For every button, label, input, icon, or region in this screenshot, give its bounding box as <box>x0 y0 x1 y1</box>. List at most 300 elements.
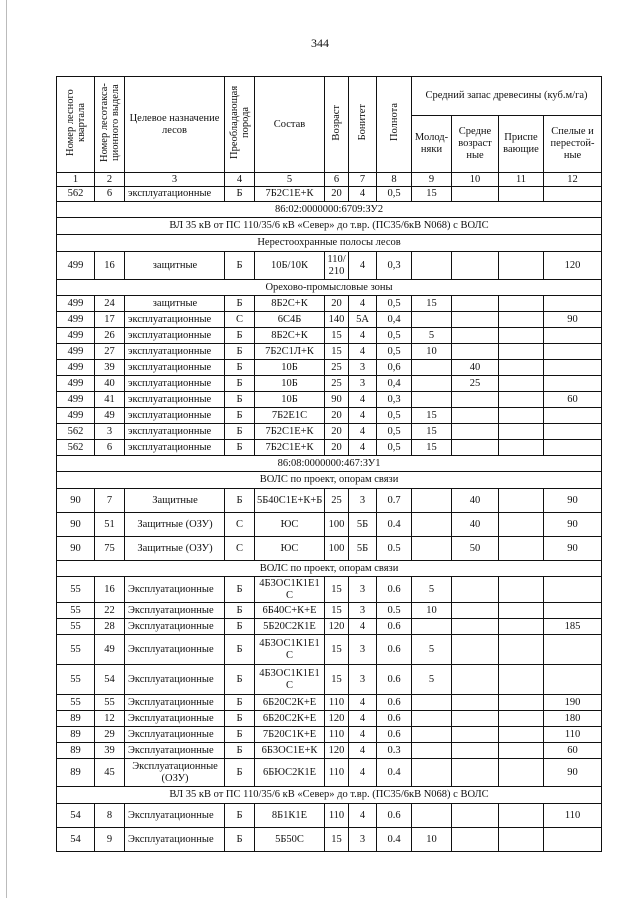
middle-stock-cell <box>452 252 499 280</box>
density-cell: 0.4 <box>377 759 412 787</box>
density-cell: 0,5 <box>377 408 412 424</box>
section-title: Нерестоохранные полосы лесов <box>57 235 602 252</box>
header-density: Полнота <box>377 77 412 173</box>
mature-stock-cell: 185 <box>544 619 602 635</box>
ripening-stock-cell <box>499 440 544 456</box>
bonitet-cell: 5Б <box>349 537 377 561</box>
table-row <box>57 328 602 344</box>
density-cell: 0,5 <box>377 296 412 312</box>
bonitet-cell: 4 <box>349 344 377 360</box>
subunit-cell: 6 <box>95 440 125 456</box>
table-row <box>57 424 602 440</box>
middle-stock-cell <box>452 695 499 711</box>
density-cell: 0.4 <box>377 513 412 537</box>
quarter-cell: 55 <box>57 695 95 711</box>
young-stock-cell: 5 <box>412 665 452 695</box>
young-stock-cell <box>412 695 452 711</box>
quarter-cell: 90 <box>57 513 95 537</box>
age-cell: 120 <box>325 743 349 759</box>
ripening-stock-cell <box>499 344 544 360</box>
quarter-cell: 55 <box>57 619 95 635</box>
header-ripening: Приспе вающие <box>499 116 544 173</box>
bonitet-cell: 4 <box>349 424 377 440</box>
bonitet-cell: 3 <box>349 603 377 619</box>
young-stock-cell <box>412 392 452 408</box>
header-quarter: Номер лесного квартала <box>57 77 95 173</box>
ripening-stock-cell <box>499 743 544 759</box>
table-row <box>57 489 602 513</box>
species-cell: Б <box>225 727 255 743</box>
age-cell: 110 <box>325 759 349 787</box>
composition-cell: 6С4Б <box>255 312 325 328</box>
quarter-cell: 90 <box>57 489 95 513</box>
section-row <box>57 235 602 252</box>
bonitet-cell: 3 <box>349 360 377 376</box>
quarter-cell: 55 <box>57 603 95 619</box>
middle-stock-cell <box>452 635 499 665</box>
subunit-cell: 7 <box>95 489 125 513</box>
section-title: 86:02:0000000:6709:ЗУ2 <box>57 202 602 218</box>
mature-stock-cell <box>544 603 602 619</box>
col-number: 8 <box>377 173 412 187</box>
table-row <box>57 665 602 695</box>
density-cell: 0.3 <box>377 743 412 759</box>
density-cell: 0,3 <box>377 392 412 408</box>
table-row <box>57 695 602 711</box>
middle-stock-cell <box>452 296 499 312</box>
age-cell: 25 <box>325 376 349 392</box>
quarter-cell: 55 <box>57 665 95 695</box>
middle-stock-cell <box>452 424 499 440</box>
middle-stock-cell <box>452 665 499 695</box>
composition-cell: 8Б1К1Е <box>255 804 325 828</box>
section-title: ВОЛС по проект, опорам связи <box>57 561 602 577</box>
age-cell: 100 <box>325 537 349 561</box>
purpose-cell: Защитные (ОЗУ) <box>125 537 225 561</box>
age-cell: 110/ 210 <box>325 252 349 280</box>
bonitet-cell: 4 <box>349 619 377 635</box>
header-bonitet: Бонитет <box>349 77 377 173</box>
section-title: ВЛ 35 кВ от ПС 110/35/6 кВ «Север» до т.вр. (ПС35/6кВ N068) с ВОЛС <box>57 218 602 235</box>
col-number: 9 <box>412 173 452 187</box>
col-number: 1 <box>57 173 95 187</box>
young-stock-cell: 15 <box>412 408 452 424</box>
section-title: 86:08:0000000:467:ЗУ1 <box>57 456 602 472</box>
young-stock-cell <box>412 489 452 513</box>
age-cell: 15 <box>325 665 349 695</box>
species-cell: Б <box>225 695 255 711</box>
section-row <box>57 218 602 235</box>
middle-stock-cell <box>452 828 499 852</box>
species-cell: Б <box>225 577 255 603</box>
purpose-cell: защитные <box>125 252 225 280</box>
bonitet-cell: 3 <box>349 635 377 665</box>
ripening-stock-cell <box>499 187 544 202</box>
species-cell: Б <box>225 376 255 392</box>
species-cell: Б <box>225 743 255 759</box>
age-cell: 25 <box>325 489 349 513</box>
mature-stock-cell: 60 <box>544 392 602 408</box>
age-cell: 90 <box>325 392 349 408</box>
age-cell: 120 <box>325 619 349 635</box>
species-cell: Б <box>225 665 255 695</box>
header-subunit: Номер лесотакса-ционного выдела <box>95 77 125 173</box>
density-cell: 0,5 <box>377 187 412 202</box>
young-stock-cell <box>412 513 452 537</box>
species-cell: С <box>225 537 255 561</box>
age-cell: 15 <box>325 635 349 665</box>
composition-cell: 7Б2С1Е+К <box>255 187 325 202</box>
table-row <box>57 513 602 537</box>
table-row <box>57 392 602 408</box>
bonitet-cell: 4 <box>349 252 377 280</box>
header-species: Преобладающая порода <box>225 77 255 173</box>
age-cell: 20 <box>325 440 349 456</box>
young-stock-cell: 10 <box>412 828 452 852</box>
col-number: 4 <box>225 173 255 187</box>
subunit-cell: 49 <box>95 635 125 665</box>
purpose-cell: эксплуатационные <box>125 187 225 202</box>
young-stock-cell: 5 <box>412 328 452 344</box>
table-row <box>57 344 602 360</box>
section-row <box>57 280 602 296</box>
purpose-cell: Эксплуатационные <box>125 727 225 743</box>
ripening-stock-cell <box>499 513 544 537</box>
quarter-cell: 499 <box>57 296 95 312</box>
forest-stock-table <box>56 76 602 852</box>
middle-stock-cell <box>452 328 499 344</box>
density-cell: 0.6 <box>377 804 412 828</box>
age-cell: 110 <box>325 804 349 828</box>
scan-edge-line <box>6 0 7 898</box>
col-number: 2 <box>95 173 125 187</box>
table-row <box>57 296 602 312</box>
composition-cell: 6Б3ОС1Е+К <box>255 743 325 759</box>
young-stock-cell <box>412 804 452 828</box>
mature-stock-cell <box>544 376 602 392</box>
composition-cell: 10Б/10К <box>255 252 325 280</box>
mature-stock-cell: 120 <box>544 252 602 280</box>
young-stock-cell <box>412 711 452 727</box>
species-cell: С <box>225 312 255 328</box>
ripening-stock-cell <box>499 828 544 852</box>
subunit-cell: 39 <box>95 360 125 376</box>
purpose-cell: эксплуатационные <box>125 440 225 456</box>
subunit-cell: 29 <box>95 727 125 743</box>
section-row <box>57 787 602 804</box>
subunit-cell: 8 <box>95 804 125 828</box>
species-cell: Б <box>225 619 255 635</box>
age-cell: 15 <box>325 603 349 619</box>
species-cell: Б <box>225 424 255 440</box>
mature-stock-cell <box>544 440 602 456</box>
young-stock-cell: 15 <box>412 296 452 312</box>
mature-stock-cell: 110 <box>544 727 602 743</box>
age-cell: 25 <box>325 360 349 376</box>
density-cell: 0,5 <box>377 424 412 440</box>
mature-stock-cell <box>544 360 602 376</box>
composition-cell: 10Б <box>255 360 325 376</box>
middle-stock-cell <box>452 619 499 635</box>
subunit-cell: 45 <box>95 759 125 787</box>
quarter-cell: 562 <box>57 187 95 202</box>
purpose-cell: Защитные <box>125 489 225 513</box>
purpose-cell: эксплуатационные <box>125 424 225 440</box>
ripening-stock-cell <box>499 376 544 392</box>
table-row <box>57 537 602 561</box>
bonitet-cell: 3 <box>349 828 377 852</box>
col-number: 7 <box>349 173 377 187</box>
section-row <box>57 472 602 489</box>
density-cell: 0.6 <box>377 727 412 743</box>
species-cell: Б <box>225 360 255 376</box>
middle-stock-cell: 25 <box>452 376 499 392</box>
species-cell: Б <box>225 252 255 280</box>
species-cell: Б <box>225 328 255 344</box>
young-stock-cell: 10 <box>412 603 452 619</box>
density-cell: 0,4 <box>377 376 412 392</box>
mature-stock-cell <box>544 577 602 603</box>
species-cell: Б <box>225 804 255 828</box>
purpose-cell: Эксплуатационные <box>125 804 225 828</box>
bonitet-cell: 4 <box>349 804 377 828</box>
col-number: 5 <box>255 173 325 187</box>
page-number: 344 <box>311 36 329 50</box>
purpose-cell: Эксплуатационные <box>125 635 225 665</box>
subunit-cell: 75 <box>95 537 125 561</box>
density-cell: 0.6 <box>377 665 412 695</box>
subunit-cell: 27 <box>95 344 125 360</box>
ripening-stock-cell <box>499 408 544 424</box>
subunit-cell: 6 <box>95 187 125 202</box>
species-cell: Б <box>225 440 255 456</box>
ripening-stock-cell <box>499 489 544 513</box>
bonitet-cell: 4 <box>349 440 377 456</box>
ripening-stock-cell <box>499 804 544 828</box>
section-row <box>57 456 602 472</box>
age-cell: 120 <box>325 711 349 727</box>
density-cell: 0,5 <box>377 328 412 344</box>
subunit-cell: 28 <box>95 619 125 635</box>
age-cell: 110 <box>325 727 349 743</box>
composition-cell: 10Б <box>255 376 325 392</box>
age-cell: 15 <box>325 328 349 344</box>
table-row <box>57 711 602 727</box>
purpose-cell: Эксплуатационные <box>125 665 225 695</box>
age-cell: 20 <box>325 296 349 312</box>
subunit-cell: 26 <box>95 328 125 344</box>
middle-stock-cell: 40 <box>452 360 499 376</box>
middle-stock-cell <box>452 711 499 727</box>
subunit-cell: 16 <box>95 252 125 280</box>
table-row <box>57 312 602 328</box>
bonitet-cell: 4 <box>349 695 377 711</box>
quarter-cell: 499 <box>57 376 95 392</box>
density-cell: 0.4 <box>377 828 412 852</box>
density-cell: 0,6 <box>377 360 412 376</box>
purpose-cell: Эксплуатационные <box>125 743 225 759</box>
bonitet-cell: 4 <box>349 743 377 759</box>
mature-stock-cell: 90 <box>544 759 602 787</box>
column-number-row <box>57 173 602 187</box>
young-stock-cell: 15 <box>412 187 452 202</box>
ripening-stock-cell <box>499 577 544 603</box>
mature-stock-cell: 180 <box>544 711 602 727</box>
table-row <box>57 619 602 635</box>
col-number: 10 <box>452 173 499 187</box>
ripening-stock-cell <box>499 759 544 787</box>
age-cell: 100 <box>325 513 349 537</box>
bonitet-cell: 3 <box>349 665 377 695</box>
header-middle: Средне возраст ные <box>452 116 499 173</box>
table-row <box>57 187 602 202</box>
bonitet-cell: 3 <box>349 577 377 603</box>
middle-stock-cell <box>452 804 499 828</box>
middle-stock-cell <box>452 312 499 328</box>
mature-stock-cell: 110 <box>544 804 602 828</box>
density-cell: 0,5 <box>377 440 412 456</box>
age-cell: 140 <box>325 312 349 328</box>
ripening-stock-cell <box>499 619 544 635</box>
quarter-cell: 89 <box>57 759 95 787</box>
quarter-cell: 89 <box>57 727 95 743</box>
density-cell: 0.7 <box>377 489 412 513</box>
table-row <box>57 828 602 852</box>
purpose-cell: Эксплуатационные <box>125 695 225 711</box>
species-cell: Б <box>225 187 255 202</box>
ripening-stock-cell <box>499 537 544 561</box>
bonitet-cell: 4 <box>349 187 377 202</box>
quarter-cell: 499 <box>57 392 95 408</box>
quarter-cell: 55 <box>57 635 95 665</box>
header-stock-group: Средний запас древесины (куб.м/га) <box>412 77 602 116</box>
middle-stock-cell: 50 <box>452 537 499 561</box>
mature-stock-cell <box>544 344 602 360</box>
ripening-stock-cell <box>499 312 544 328</box>
table-body <box>57 187 602 852</box>
young-stock-cell <box>412 376 452 392</box>
middle-stock-cell <box>452 727 499 743</box>
quarter-cell: 89 <box>57 743 95 759</box>
middle-stock-cell <box>452 603 499 619</box>
bonitet-cell: 5Б <box>349 513 377 537</box>
quarter-cell: 54 <box>57 828 95 852</box>
middle-stock-cell <box>452 577 499 603</box>
species-cell: Б <box>225 408 255 424</box>
ripening-stock-cell <box>499 603 544 619</box>
mature-stock-cell <box>544 296 602 312</box>
young-stock-cell <box>412 360 452 376</box>
col-number: 12 <box>544 173 602 187</box>
composition-cell: 6Б40С+К+Е <box>255 603 325 619</box>
age-cell: 15 <box>325 577 349 603</box>
young-stock-cell: 15 <box>412 440 452 456</box>
ripening-stock-cell <box>499 360 544 376</box>
mature-stock-cell: 90 <box>544 513 602 537</box>
bonitet-cell: 5А <box>349 312 377 328</box>
quarter-cell: 499 <box>57 344 95 360</box>
middle-stock-cell: 40 <box>452 513 499 537</box>
ripening-stock-cell <box>499 252 544 280</box>
middle-stock-cell <box>452 440 499 456</box>
composition-cell: 10Б <box>255 392 325 408</box>
density-cell: 0,4 <box>377 312 412 328</box>
bonitet-cell: 4 <box>349 408 377 424</box>
age-cell: 20 <box>325 424 349 440</box>
purpose-cell: эксплуатационные <box>125 392 225 408</box>
density-cell: 0.6 <box>377 577 412 603</box>
section-title: Орехово-промысловые зоны <box>57 280 602 296</box>
middle-stock-cell <box>452 408 499 424</box>
bonitet-cell: 3 <box>349 489 377 513</box>
table-row <box>57 440 602 456</box>
age-cell: 110 <box>325 695 349 711</box>
quarter-cell: 90 <box>57 537 95 561</box>
quarter-cell: 499 <box>57 312 95 328</box>
table-row <box>57 252 602 280</box>
young-stock-cell: 5 <box>412 577 452 603</box>
composition-cell: 6БЮС2К1Е <box>255 759 325 787</box>
subunit-cell: 40 <box>95 376 125 392</box>
young-stock-cell <box>412 537 452 561</box>
age-cell: 20 <box>325 187 349 202</box>
species-cell: Б <box>225 711 255 727</box>
density-cell: 0.6 <box>377 695 412 711</box>
age-cell: 15 <box>325 828 349 852</box>
header-mature: Спелые и перестой-ные <box>544 116 602 173</box>
table-row <box>57 360 602 376</box>
purpose-cell: Защитные (ОЗУ) <box>125 513 225 537</box>
mature-stock-cell <box>544 828 602 852</box>
subunit-cell: 49 <box>95 408 125 424</box>
header-age: Возраст <box>325 77 349 173</box>
bonitet-cell: 4 <box>349 392 377 408</box>
purpose-cell: эксплуатационные <box>125 376 225 392</box>
purpose-cell: эксплуатационные <box>125 360 225 376</box>
ripening-stock-cell <box>499 296 544 312</box>
young-stock-cell <box>412 252 452 280</box>
species-cell: Б <box>225 603 255 619</box>
composition-cell: 7Б20С1К+Е <box>255 727 325 743</box>
species-cell: Б <box>225 344 255 360</box>
table-row <box>57 743 602 759</box>
purpose-cell: эксплуатационные <box>125 328 225 344</box>
subunit-cell: 3 <box>95 424 125 440</box>
composition-cell: ЮС <box>255 537 325 561</box>
subunit-cell: 22 <box>95 603 125 619</box>
col-number: 11 <box>499 173 544 187</box>
subunit-cell: 39 <box>95 743 125 759</box>
table-row <box>57 577 602 603</box>
table-row <box>57 759 602 787</box>
middle-stock-cell: 40 <box>452 489 499 513</box>
subunit-cell: 12 <box>95 711 125 727</box>
mature-stock-cell <box>544 408 602 424</box>
mature-stock-cell <box>544 328 602 344</box>
density-cell: 0,5 <box>377 344 412 360</box>
ripening-stock-cell <box>499 727 544 743</box>
quarter-cell: 89 <box>57 711 95 727</box>
subunit-cell: 51 <box>95 513 125 537</box>
table-row <box>57 408 602 424</box>
bonitet-cell: 4 <box>349 711 377 727</box>
young-stock-cell <box>412 312 452 328</box>
middle-stock-cell <box>452 187 499 202</box>
section-row <box>57 561 602 577</box>
subunit-cell: 17 <box>95 312 125 328</box>
mature-stock-cell <box>544 665 602 695</box>
species-cell: Б <box>225 828 255 852</box>
